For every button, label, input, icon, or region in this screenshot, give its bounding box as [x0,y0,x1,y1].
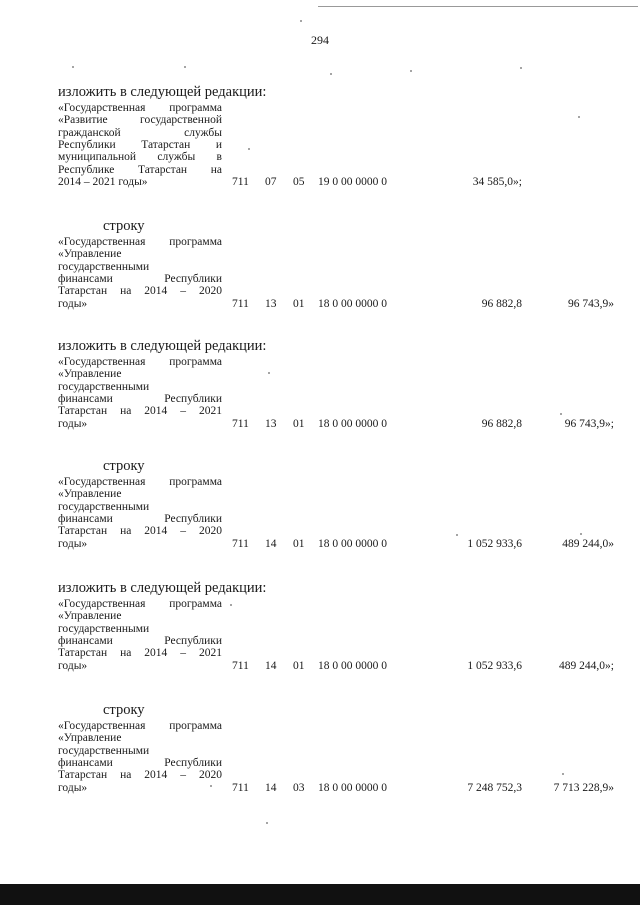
program-name-line: Татарстан на 2014 – 2021 [58,405,222,418]
amount-year-1: 1 052 933,6 [467,659,522,672]
program-name-line: финансами Республики [58,392,222,405]
scan-speck [580,533,582,535]
program-name-line: государственными [58,260,150,273]
program-name-line: «Управление [58,248,122,261]
section-code: 13 [265,297,277,310]
amount-year-1: 7 248 752,3 [467,781,522,794]
program-name-line: государственными [58,380,150,393]
program-name-line: «Управление [58,368,122,381]
program-name-line: «Государственная программа [58,476,222,488]
scan-speck [520,67,522,69]
program-name-line: муниципальной службы в [58,151,222,164]
program-name-line: Республики Татарстан и [58,138,222,151]
section-code: 07 [265,175,277,188]
block-heading: изложить в следующей редакции: [58,338,267,354]
program-name-line: гражданской службы [58,126,222,139]
block-heading: изложить в следующей редакции: [58,84,267,100]
amount-year-1: 1 052 933,6 [467,537,522,550]
program-name-line: «Государственная программа [58,236,222,248]
program-name-line: «Государственная программа [58,356,222,368]
scan-speck [268,372,270,374]
scan-speck [456,534,458,536]
subsection-code: 05 [293,175,305,188]
scan-top-edge [318,6,638,7]
subsection-code: 01 [293,417,305,430]
ministry-code: 711 [232,297,249,310]
program-name-line: Татарстан на 2014 – 2021 [58,647,222,660]
ministry-code: 711 [232,417,249,430]
target-article-code: 19 0 00 0000 0 [318,175,387,188]
program-name-line: Татарстан на 2014 – 2020 [58,285,222,298]
program-name-line: финансами Республики [58,512,222,525]
program-name-line: Татарстан на 2014 – 2020 [58,525,222,538]
page-number: 294 [311,33,329,47]
block-heading: строку [103,458,145,474]
section-code: 14 [265,781,277,794]
program-name-line: Республике Татарстан на [58,163,222,176]
subsection-code: 01 [293,537,305,550]
program-name-line: государственными [58,744,150,757]
scan-speck [72,66,74,68]
ministry-code: 711 [232,537,249,550]
program-name-line: годы» [58,537,88,550]
program-name-line: «Управление [58,488,122,501]
program-name-line: «Государственная программа [58,598,222,610]
program-name-line: государственными [58,622,150,635]
program-name-line: годы» [58,781,88,794]
amount-year-2: 7 713 228,9» [553,781,614,794]
scan-bottom-edge [0,884,640,905]
target-article-code: 18 0 00 0000 0 [318,781,387,794]
program-name-line: Татарстан на 2014 – 2020 [58,769,222,782]
scan-speck [230,604,232,606]
target-article-code: 18 0 00 0000 0 [318,297,387,310]
scan-speck [410,70,412,72]
block-heading: строку [103,218,145,234]
program-name-line: финансами Республики [58,272,222,285]
section-code: 14 [265,659,277,672]
subsection-code: 01 [293,297,305,310]
target-article-code: 18 0 00 0000 0 [318,417,387,430]
amount-year-1: 34 585,0»; [472,175,522,188]
program-name-line: финансами Республики [58,634,222,647]
amount-year-2: 96 743,9» [568,297,614,310]
program-name-line: государственными [58,500,150,513]
amount-year-2: 489 244,0»; [559,659,614,672]
scan-speck [266,822,268,824]
program-name-line: «Управление [58,732,122,745]
ministry-code: 711 [232,781,249,794]
amount-year-2: 489 244,0» [562,537,614,550]
ministry-code: 711 [232,659,249,672]
scan-speck [300,20,302,22]
section-code: 14 [265,537,277,550]
section-code: 13 [265,417,277,430]
amount-year-2: 96 743,9»; [564,417,614,430]
target-article-code: 18 0 00 0000 0 [318,537,387,550]
subsection-code: 03 [293,781,305,794]
program-name-line: годы» [58,659,88,672]
program-name-line: финансами Республики [58,756,222,769]
program-name-line: «Государственная программа [58,102,222,114]
target-article-code: 18 0 00 0000 0 [318,659,387,672]
scan-speck [248,148,250,150]
subsection-code: 01 [293,659,305,672]
block-heading: изложить в следующей редакции: [58,580,267,596]
program-name-line: годы» [58,297,88,310]
scan-speck [210,785,212,787]
ministry-code: 711 [232,175,249,188]
program-name-line: 2014 – 2021 годы» [58,175,148,188]
program-name-line: годы» [58,417,88,430]
block-heading: строку [103,702,145,718]
program-name-line: «Управление [58,610,122,623]
program-name-line: «Государственная программа [58,720,222,732]
scan-speck [562,773,564,775]
scan-speck [330,73,332,75]
scan-speck [560,413,562,415]
scan-speck [578,116,580,118]
scan-speck [184,66,186,68]
program-name-line: «Развитие государственной [58,114,222,127]
amount-year-1: 96 882,8 [481,417,522,430]
amount-year-1: 96 882,8 [481,297,522,310]
